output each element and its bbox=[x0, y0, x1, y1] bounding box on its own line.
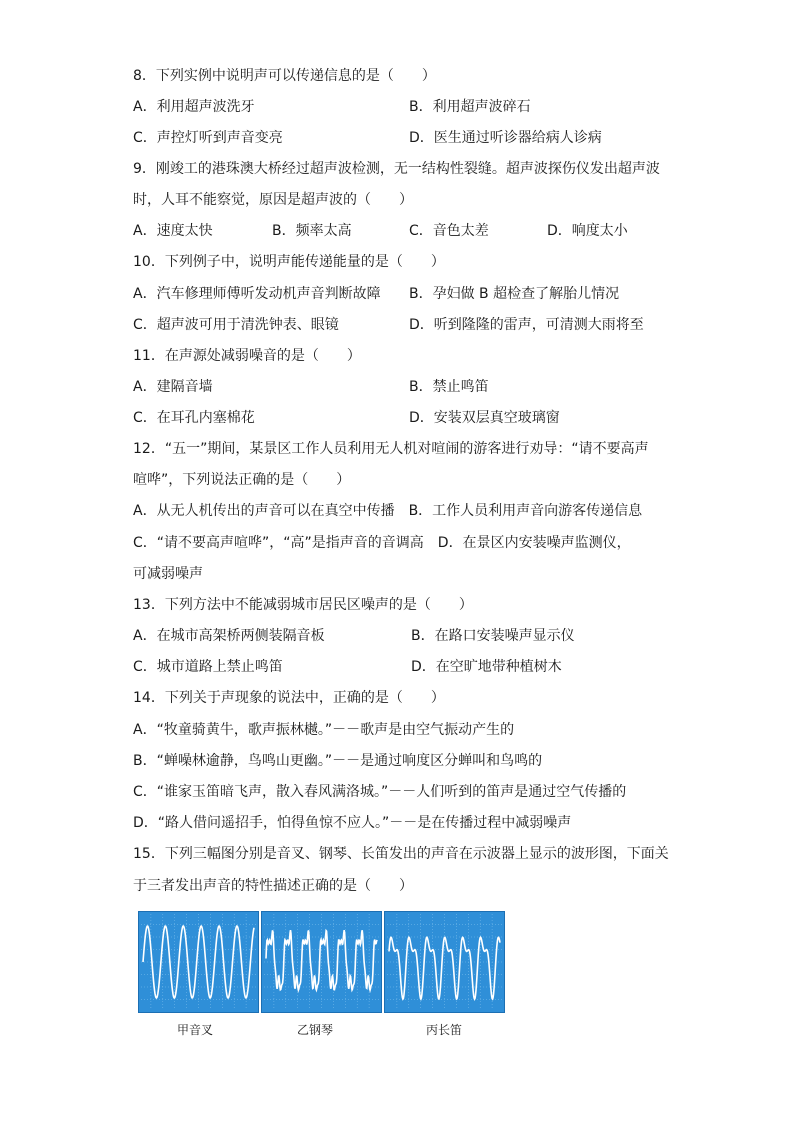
q9-option-d: D．响度太小 bbox=[547, 223, 628, 239]
q14-option-a: A．“牧童骑黄牛，歌声振林樾。”－－歌声是由空气振动产生的 bbox=[133, 722, 515, 738]
q12-stem-line1: 12．“五一”期间，某景区工作人员利用无人机对喧闹的游客进行劝导：“请不要高声 bbox=[133, 441, 649, 457]
q14-option-d: D．“路人借问遥招手，怕得鱼惊不应人。”－－是在传播过程中减弱噪声 bbox=[133, 815, 572, 831]
q8-option-c: C．声控灯听到声音变亮 bbox=[133, 130, 283, 146]
q14-stem: 14．下列关于声现象的说法中，正确的是（ ） bbox=[133, 690, 445, 706]
caption-tuning-fork: 甲音叉 bbox=[177, 1023, 214, 1037]
q13-stem: 13．下列方法中不能减弱城市居民区噪声的是（ ） bbox=[133, 597, 473, 613]
q14-option-b: B．“蝉噪林逾静，鸟鸣山更幽。”－－是通过响度区分蝉叫和鸟鸣的 bbox=[133, 753, 543, 769]
q9-option-b: B．频率太高 bbox=[272, 223, 352, 239]
q11-option-a: A．建隔音墙 bbox=[133, 379, 213, 395]
q12-options-cd: C．“请不要高声喧哗”，“高”是指声音的音调高 D．在景区内安装噪声监测仪， bbox=[133, 535, 631, 551]
waveform-tuning-fork-graphic bbox=[139, 912, 258, 1012]
q8-option-b: B．利用超声波碎石 bbox=[409, 99, 531, 115]
waveform-flute bbox=[384, 911, 505, 1013]
q9-option-c: C．音色太差 bbox=[409, 223, 489, 239]
q10-option-b: B．孕妇做 B 超检查了解胎儿情况 bbox=[409, 286, 620, 302]
q11-option-c: C．在耳孔内塞棉花 bbox=[133, 410, 255, 426]
waveform-flute-graphic bbox=[385, 912, 504, 1012]
q13-option-a: A．在城市高架桥两侧装隔音板 bbox=[133, 628, 325, 644]
q12-stem-line2: 喧哗”，下列说法正确的是（ ） bbox=[133, 472, 351, 488]
q11-stem: 11．在声源处减弱噪音的是（ ） bbox=[133, 348, 361, 364]
waveform-piano-graphic bbox=[262, 912, 381, 1012]
q10-option-a: A．汽车修理师傅听发动机声音判断故障 bbox=[133, 286, 381, 302]
q15-stem-line2: 于三者发出声音的特性描述正确的是（ ） bbox=[133, 878, 413, 894]
caption-piano: 乙钢琴 bbox=[297, 1023, 334, 1037]
q13-option-b: B．在路口安装噪声显示仪 bbox=[411, 628, 575, 644]
q13-option-c: C．城市道路上禁止鸣笛 bbox=[133, 659, 283, 675]
q9-stem-line1: 9．刚竣工的港珠澳大桥经过超声波检测，无一结构性裂缝。超声波探伤仪发出超声波 bbox=[133, 161, 660, 177]
q8-option-d: D．医生通过听诊器给病人诊病 bbox=[409, 130, 602, 146]
q12-option-d-continued: 可减弱噪声 bbox=[133, 566, 203, 582]
q9-option-a: A．速度太快 bbox=[133, 223, 213, 239]
q11-option-d: D．安装双层真空玻璃窗 bbox=[409, 410, 560, 426]
q10-option-c: C．超声波可用于清洗钟表、眼镜 bbox=[133, 317, 339, 333]
caption-flute: 丙长笛 bbox=[426, 1023, 463, 1037]
q8-option-a: A．利用超声波洗牙 bbox=[133, 99, 255, 115]
q8-stem: 8．下列实例中说明声可以传递信息的是（ ） bbox=[133, 68, 436, 84]
q14-option-c: C．“谁家玉笛暗飞声，散入春风满洛城。”－－人们听到的笛声是通过空气传播的 bbox=[133, 784, 627, 800]
q15-stem-line1: 15．下列三幅图分别是音叉、钢琴、长笛发出的声音在示波器上显示的波形图，下面关 bbox=[133, 846, 669, 862]
waveform-trace bbox=[266, 930, 377, 990]
q9-stem-line2: 时，人耳不能察觉，原因是超声波的（ ） bbox=[133, 192, 413, 208]
waveform-piano bbox=[261, 911, 382, 1013]
q12-options-ab: A．从无人机传出的声音可以在真空中传播 B．工作人员利用声音向游客传递信息 bbox=[133, 503, 643, 519]
q10-option-d: D．听到隆隆的雷声，可清测大雨将至 bbox=[409, 317, 644, 333]
waveform-tuning-fork bbox=[138, 911, 259, 1013]
q13-option-d: D．在空旷地带种植树木 bbox=[411, 659, 562, 675]
q10-stem: 10．下列例子中，说明声能传递能量的是（ ） bbox=[133, 254, 445, 270]
q11-option-b: B．禁止鸣笛 bbox=[409, 379, 489, 395]
